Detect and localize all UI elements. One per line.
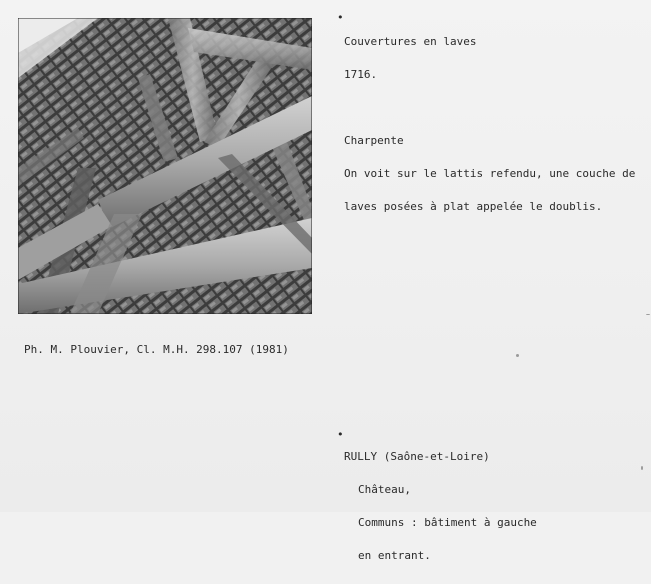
title-line-2: 1716. <box>344 68 378 81</box>
description-block <box>344 14 635 234</box>
body-line-2: laves posées à plat appelée le doublis. <box>344 200 603 213</box>
paper-speck <box>641 466 643 470</box>
subtitle: Charpente <box>344 134 404 147</box>
location-line-1: RULLY (Saône-et-Loire) <box>344 450 490 463</box>
bullet-mark-location: • <box>337 428 344 441</box>
location-line-2: Château, <box>358 483 411 496</box>
roof-framework-image <box>18 18 312 314</box>
paper-speck <box>516 354 519 357</box>
bullet-mark: • <box>337 11 344 24</box>
location-line-3: Communs : bâtiment à gauche <box>358 516 537 529</box>
location-block <box>344 429 537 583</box>
photo-credit: Ph. M. Plouvier, Cl. M.H. 298.107 (1981) <box>24 343 289 356</box>
title-line-1: Couvertures en laves <box>344 35 477 48</box>
roof-timber-photo <box>18 18 312 314</box>
body-line-1: On voit sur le lattis refendu, une couche de <box>344 167 636 180</box>
paper-speck <box>646 314 650 315</box>
location-line-4: en entrant. <box>358 549 431 562</box>
spacer <box>344 102 635 113</box>
